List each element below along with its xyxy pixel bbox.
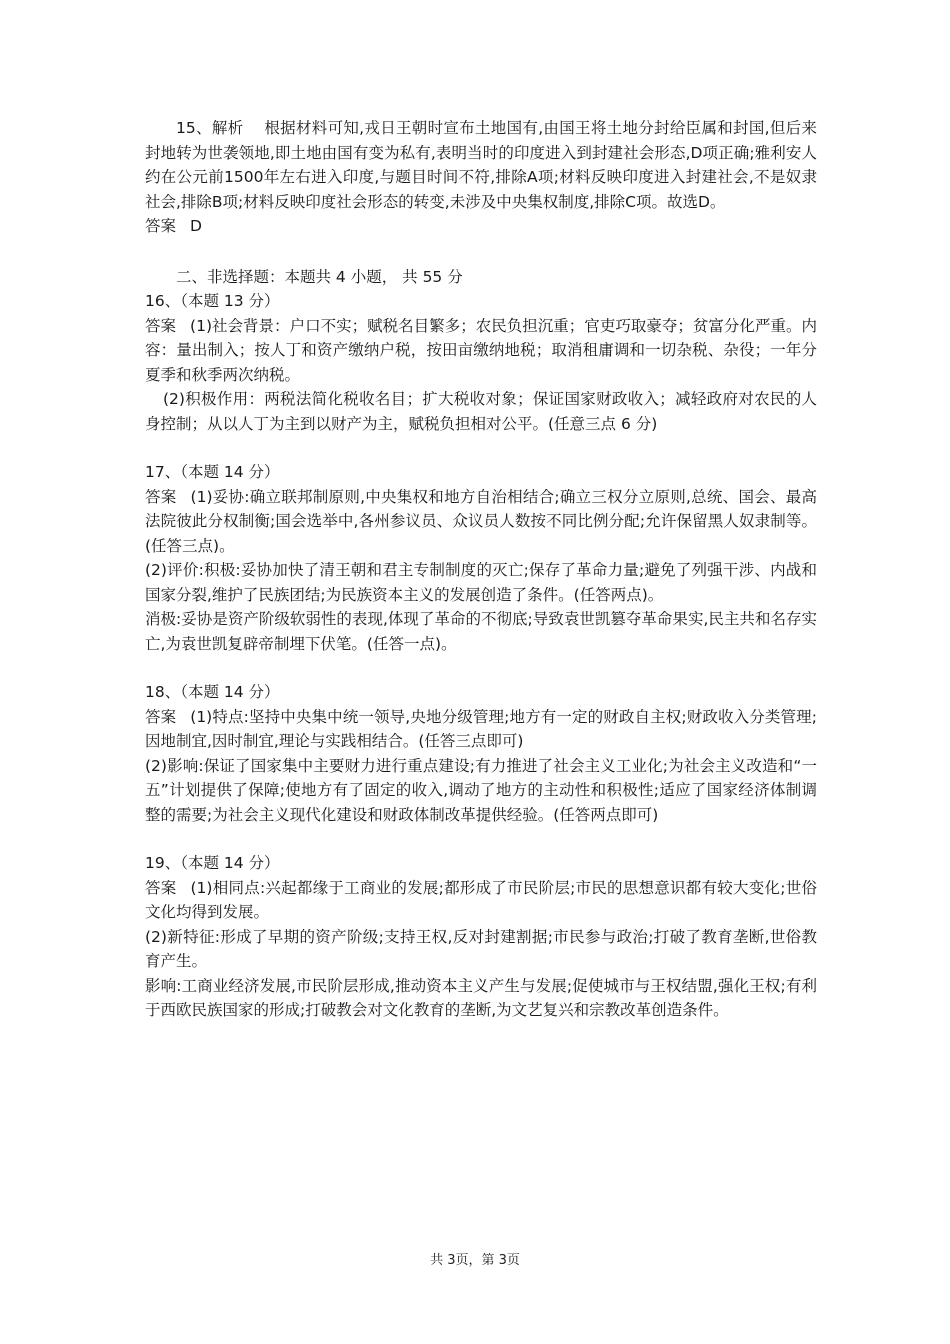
q15-answer: [145, 214, 817, 239]
q16-part1: [145, 314, 817, 388]
q18-part1-text: (1)特点:坚持中央集中统一领导,央地分级管理;地方有一定的财政自主权;财政收入分类管理;因地制宜,因时制宜,理论与实践相结合。(任答三点即可): [145, 707, 817, 750]
q17-part1: [145, 485, 817, 559]
q16-part2: (2)积极作用：两税法简化税收名目；扩大税收对象；保证国家财政收入；减轻政府对农民的人身控制；从以人丁为主到以财产为主，赋税负担相对公平。(任意三点 6 分): [145, 390, 817, 433]
q16-header: 16、（本题 13 分）: [145, 292, 280, 310]
q18-header: 18、（本题 14 分）: [145, 683, 280, 701]
q19-part1-text: (1)相同点:兴起都缘于工商业的发展;都形成了市民阶层;市民的思想意识都有较大变化;世俗文化均得到发展。: [145, 878, 817, 921]
q17-part3: 消极:妥协是资产阶级软弱性的表现,体现了革命的不彻底;导致袁世凯篡夺革命果实,民主共和名存实亡,为袁世凯复辟帝制埋下伏笔。(任答一点)。: [145, 610, 817, 653]
q15-paragraph: [145, 116, 817, 214]
q17-header: 17、（本题 14 分）: [145, 463, 280, 481]
q15-analysis-text: 根据材料可知,戎日王朝时宣布土地国有,由国王将土地分封给臣属和封国,但后来封地转为世袭领地,即土地由国有变为私有,表明当时的印度进入到封建社会形态,D项正确;雅利安人约在公元前1500年左右进入印度,与题目时间不符,排除A项;材料反映印度进入封建社会,不是奴隶社会,排除B项;材料反映印度社会形态的转变,未涉及中央集权制度,排除C项。故选D。: [145, 119, 817, 211]
q17-answer-label: 答案: [145, 487, 177, 506]
section-2-heading: 二、非选择题：本题共 4 小题， 共 55 分: [176, 267, 463, 286]
q19-answer-label: 答案: [145, 878, 177, 897]
q17-part2: (2)评价:积极:妥协加快了清王朝和君主专制制度的灭亡;保存了革命力量;避免了列强干涉、内战和国家分裂,维护了民族团结;为民族资本主义的发展创造了条件。(任答两点)。: [145, 561, 817, 604]
q18-answer-label: 答案: [145, 707, 177, 726]
q16-part1-text: (1)社会背景：户口不实；赋税名目繁多；农民负担沉重；官吏巧取豪夺；贫富分化严重。内容：量出制入；按人丁和资产缴纳户税，按田亩缴纳地税；取消租庸调和一切杂税、杂役；一年分夏季和秋季两次纳税。: [145, 316, 817, 384]
q15-label: 15、解析: [176, 119, 244, 137]
q18-part2: (2)影响:保证了国家集中主要财力进行重点建设;有力推进了社会主义工业化;为社会主义改造和“一五”计划提供了保障;使地方有了固定的收入,调动了地方的主动性和积极性;适应了国家经济体制调整的需要;为社会主义现代化建设和财政体制改革提供经验。(任答两点即可): [145, 756, 817, 824]
q19-part3: 影响:工商业经济发展,市民阶层形成,推动资本主义产生与发展;促使城市与王权结盟,强化王权;有利于西欧民族国家的形成;打破教会对文化教育的垄断,为文艺复兴和宗教改革创造条件。: [145, 976, 817, 1019]
q19-part1: [145, 876, 817, 925]
q17-part1-text: (1)妥协:确立联邦制原则,中央集权和地方自治相结合;确立三权分立原则,总统、国会、最高法院彼此分权制衡;国会选举中,各州参议员、众议员人数按不同比例分配;允许保留黑人奴隶制等。(任答三点)。: [145, 487, 817, 555]
page-footer: 共 3页，第 3页: [430, 1253, 520, 1268]
q15-answer-label: 答案: [145, 217, 177, 235]
q19-header: 19、（本题 14 分）: [145, 854, 280, 872]
q15-answer-value: D: [190, 217, 202, 235]
q19-part2: (2)新特征:形成了早期的资产阶级;支持王权,反对封建割据;市民参与政治;打破了教育垄断,世俗教育产生。: [145, 927, 817, 970]
page-content: [145, 116, 817, 1023]
q18-part1: [145, 705, 817, 754]
q16-answer-label: 答案: [145, 316, 177, 335]
